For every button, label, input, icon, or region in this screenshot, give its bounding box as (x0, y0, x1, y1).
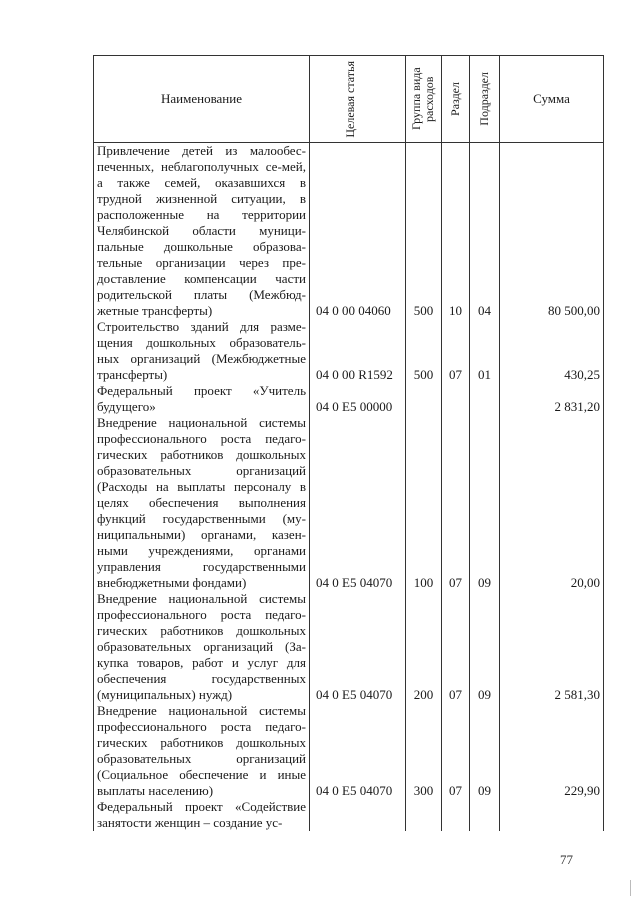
table-row (94, 591, 604, 703)
row-group (406, 383, 442, 415)
row-group: 500 (406, 319, 442, 383)
row-target-code: 04 0 00 R1592 (310, 319, 406, 383)
table-header-row (94, 56, 604, 143)
row-section (442, 799, 470, 831)
row-target-code: 04 0 E5 04070 (310, 415, 406, 591)
row-group: 100 (406, 415, 442, 591)
header-target: Целевая статья (310, 56, 406, 143)
table-row (94, 383, 604, 415)
row-section: 07 (442, 415, 470, 591)
table-row (94, 415, 604, 591)
row-name: Привлечение детей из малообес-печенных, неблагополучных се-мей, а также семей, оказавшихся в трудной жизненной ситуации, в расположенные на территории Челябинской области муници-пальные дошкольные образова-тельные организации через пре-доставление компенсации части родительской платы (Межбюд-жетные трансферты) (94, 143, 310, 320)
page-number: 77 (560, 852, 573, 867)
row-amount: 20,00 (500, 415, 604, 591)
row-target-code: 04 0 E5 00000 (310, 383, 406, 415)
table-row (94, 319, 604, 383)
row-section: 07 (442, 319, 470, 383)
row-name: Внедрение национальной системы профессионального роста педаго-гических работников дошкольных образовательных организаций (За-купка товаров, работ и услуг для обеспечения государственных (муниципальных) нужд) (94, 591, 310, 703)
row-name: Федеральный проект «Учитель будущего» (94, 383, 310, 415)
scan-edge-mark (630, 880, 631, 896)
budget-table (93, 55, 604, 831)
row-subsection: 04 (470, 143, 500, 320)
row-subsection: 01 (470, 319, 500, 383)
header-group: Группа вида расходов (406, 56, 442, 143)
row-amount: 430,25 (500, 319, 604, 383)
row-subsection: 09 (470, 591, 500, 703)
table-row (94, 703, 604, 799)
row-target-code: 04 0 00 04060 (310, 143, 406, 320)
row-group: 300 (406, 703, 442, 799)
header-section: Раздел (442, 56, 470, 143)
row-group: 500 (406, 143, 442, 320)
row-name: Строительство зданий для разме-щения дошкольных образователь-ных организаций (Межбюджетные трансферты) (94, 319, 310, 383)
row-section: 07 (442, 703, 470, 799)
row-section: 10 (442, 143, 470, 320)
table-row (94, 799, 604, 831)
row-section (442, 383, 470, 415)
row-section: 07 (442, 591, 470, 703)
row-group: 200 (406, 591, 442, 703)
row-subsection (470, 383, 500, 415)
row-name: Федеральный проект «Содействие занятости женщин – создание ус- (94, 799, 310, 831)
row-group (406, 799, 442, 831)
row-subsection: 09 (470, 703, 500, 799)
row-amount: 2 581,30 (500, 591, 604, 703)
row-subsection: 09 (470, 415, 500, 591)
row-target-code: 04 0 E5 04070 (310, 591, 406, 703)
row-amount (500, 799, 604, 831)
row-subsection (470, 799, 500, 831)
row-name: Внедрение национальной системы профессионального роста педаго-гических работников дошкольных образовательных организаций (Социальное обеспечение и иные выплаты населению) (94, 703, 310, 799)
header-amount: Сумма (500, 56, 604, 143)
header-name: Наименование (94, 56, 310, 143)
row-target-code: 04 0 E5 04070 (310, 703, 406, 799)
row-target-code (310, 799, 406, 831)
header-subsection: Подраздел (470, 56, 500, 143)
row-amount: 2 831,20 (500, 383, 604, 415)
row-amount: 80 500,00 (500, 143, 604, 320)
row-name: Внедрение национальной системы профессионального роста педаго-гических работников дошкольных образовательных организаций (Расходы на выплаты персоналу в целях обеспечения выполнения функций государственными (му-ниципальными) органами, казен-ными учреждениями, органами управления государственными внебюджетными фондами) (94, 415, 310, 591)
table-row (94, 143, 604, 320)
row-amount: 229,90 (500, 703, 604, 799)
